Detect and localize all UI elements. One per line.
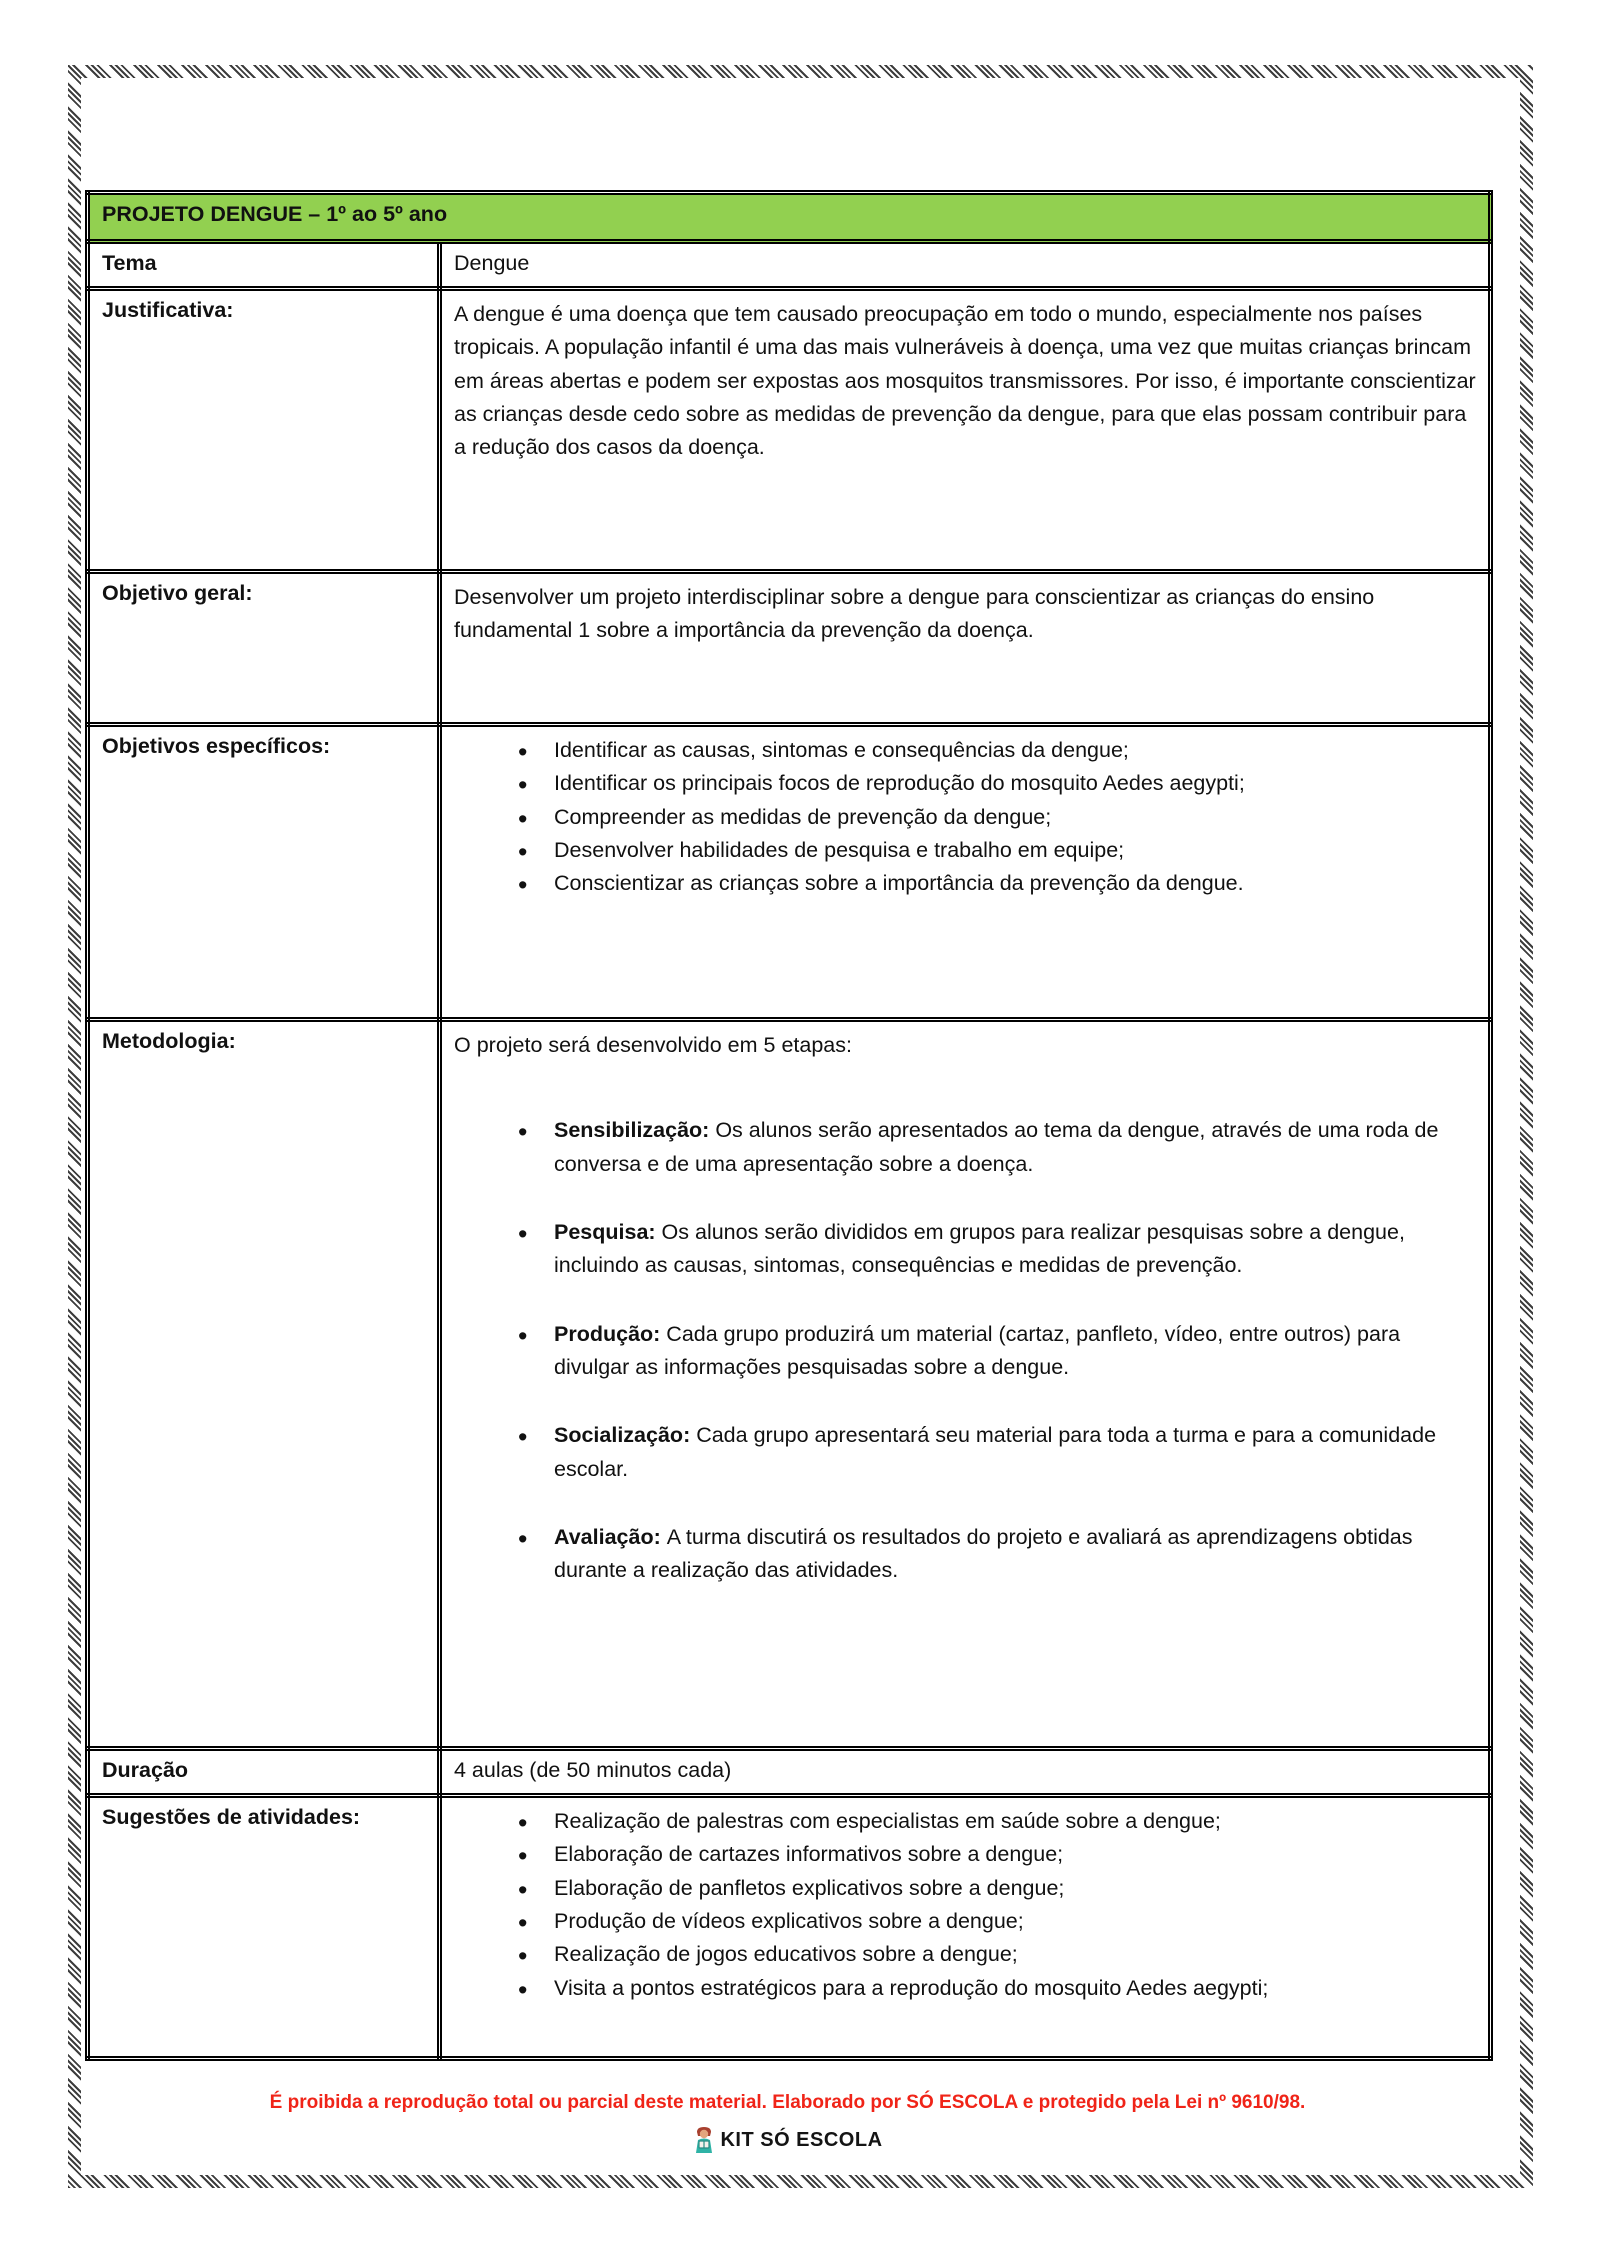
row-value-objetivo-geral — [440, 572, 1491, 725]
row-value-duracao: 4 aulas (de 50 minutos cada) — [440, 1749, 1491, 1796]
row-label-justificativa: Justificativa: — [88, 289, 440, 572]
bullet-item: • Socialização: Cada grupo apresentará seu material para toda a turma e para a comunidade escolar. — [554, 1419, 1476, 1486]
row-label-duracao: Duração — [88, 1749, 440, 1796]
row-value-objetivos-especificos — [440, 725, 1491, 1020]
page-content-area — [81, 78, 1520, 2175]
row-label-objetivo-geral: Objetivo geral: — [88, 572, 440, 725]
sugestoes-list — [454, 1805, 1476, 2005]
bullet-item: • Realização de jogos educativos sobre a dengue; — [554, 1938, 1476, 1971]
objetivo-geral-text: Desenvolver um projeto interdisciplinar sobre a dengue para conscientizar as crianças do ensino fundamental 1 sobre a importância da prevenção da doença. — [454, 585, 1375, 643]
bullet-item: • Conscientizar as crianças sobre a importância da prevenção da dengue. — [554, 867, 1476, 900]
table-row — [88, 572, 1491, 725]
brand-text: KIT SÓ ESCOLA — [720, 2128, 883, 2151]
metodologia-etapas-list — [454, 1114, 1476, 1587]
justificativa-text: A dengue é uma doença que tem causado preocupação em todo o mundo, especialmente nos países tropicais. A população infantil é uma das mais vulneráveis à doença, uma vez que muitas crianças brincam em áreas abertas e podem ser expostas aos mosquitos transmissores. Por isso, é importante conscientizar as crianças desde cedo sobre as medidas de prevenção da dengue, para que elas possam contribuir para a redução dos casos da doença. — [454, 302, 1476, 460]
bullet-item: • Elaboração de panfletos explicativos sobre a dengue; — [554, 1872, 1476, 1905]
row-value-tema: Dengue — [440, 242, 1491, 289]
reading-person-icon — [692, 2126, 716, 2154]
row-label-objetivos-especificos: Objetivos específicos: — [88, 725, 440, 1020]
row-value-justificativa — [440, 289, 1491, 572]
metodologia-intro: O projeto será desenvolvido em 5 etapas: — [454, 1033, 852, 1057]
project-table — [85, 190, 1493, 2061]
table-row — [88, 1749, 1491, 1796]
row-label-metodologia: Metodologia: — [88, 1020, 440, 1749]
table-row — [88, 242, 1491, 289]
bullet-item: • Realização de palestras com especialistas em saúde sobre a dengue; — [554, 1805, 1476, 1838]
bullet-item: • Produção de vídeos explicativos sobre a dengue; — [554, 1905, 1476, 1938]
table-row — [88, 289, 1491, 572]
page-title: PROJETO DENGUE – 1º ao 5º ano — [88, 193, 1491, 242]
table-header-row — [88, 193, 1491, 242]
bullet-item: • Desenvolver habilidades de pesquisa e trabalho em equipe; — [554, 834, 1476, 867]
bullet-item: • Elaboração de cartazes informativos sobre a dengue; — [554, 1838, 1476, 1871]
decorative-hatched-border — [68, 65, 1533, 2188]
copyright-notice: É proibida a reprodução total ou parcial deste material. Elaborado por SÓ ESCOLA e protegido pela Lei nº 9610/98. — [269, 2092, 1306, 2113]
bullet-item: • Compreender as medidas de prevenção da dengue; — [554, 801, 1476, 834]
table-row — [88, 725, 1491, 1020]
row-value-metodologia — [440, 1020, 1491, 1749]
row-label-tema: Tema — [88, 242, 440, 289]
bullet-item: • Visita a pontos estratégicos para a reprodução do mosquito Aedes aegypti; — [554, 1972, 1476, 2005]
bullet-item: • Avaliação: A turma discutirá os resultados do projeto e avaliará as aprendizagens obtidas durante a realização das atividades. — [554, 1521, 1476, 1588]
row-value-sugestoes — [440, 1796, 1491, 2059]
objetivos-especificos-list — [454, 734, 1476, 901]
table-row — [88, 1796, 1491, 2059]
page-footer — [81, 2092, 1494, 2159]
bullet-item: • Pesquisa: Os alunos serão divididos em grupos para realizar pesquisas sobre a dengue, incluindo as causas, sintomas, consequências e medidas de prevenção. — [554, 1216, 1476, 1283]
bullet-item: • Sensibilização: Os alunos serão apresentados ao tema da dengue, através de uma roda de conversa e de uma apresentação sobre a doença. — [554, 1114, 1476, 1181]
table-row — [88, 1020, 1491, 1749]
row-label-sugestoes: Sugestões de atividades: — [88, 1796, 440, 2059]
bullet-item: • Produção: Cada grupo produzirá um material (cartaz, panfleto, vídeo, entre outros) para divulgar as informações pesquisadas sobre a dengue. — [554, 1318, 1476, 1385]
bullet-item: • Identificar os principais focos de reprodução do mosquito Aedes aegypti; — [554, 767, 1476, 800]
brand-logo — [692, 2126, 882, 2154]
bullet-item: • Identificar as causas, sintomas e consequências da dengue; — [554, 734, 1476, 767]
